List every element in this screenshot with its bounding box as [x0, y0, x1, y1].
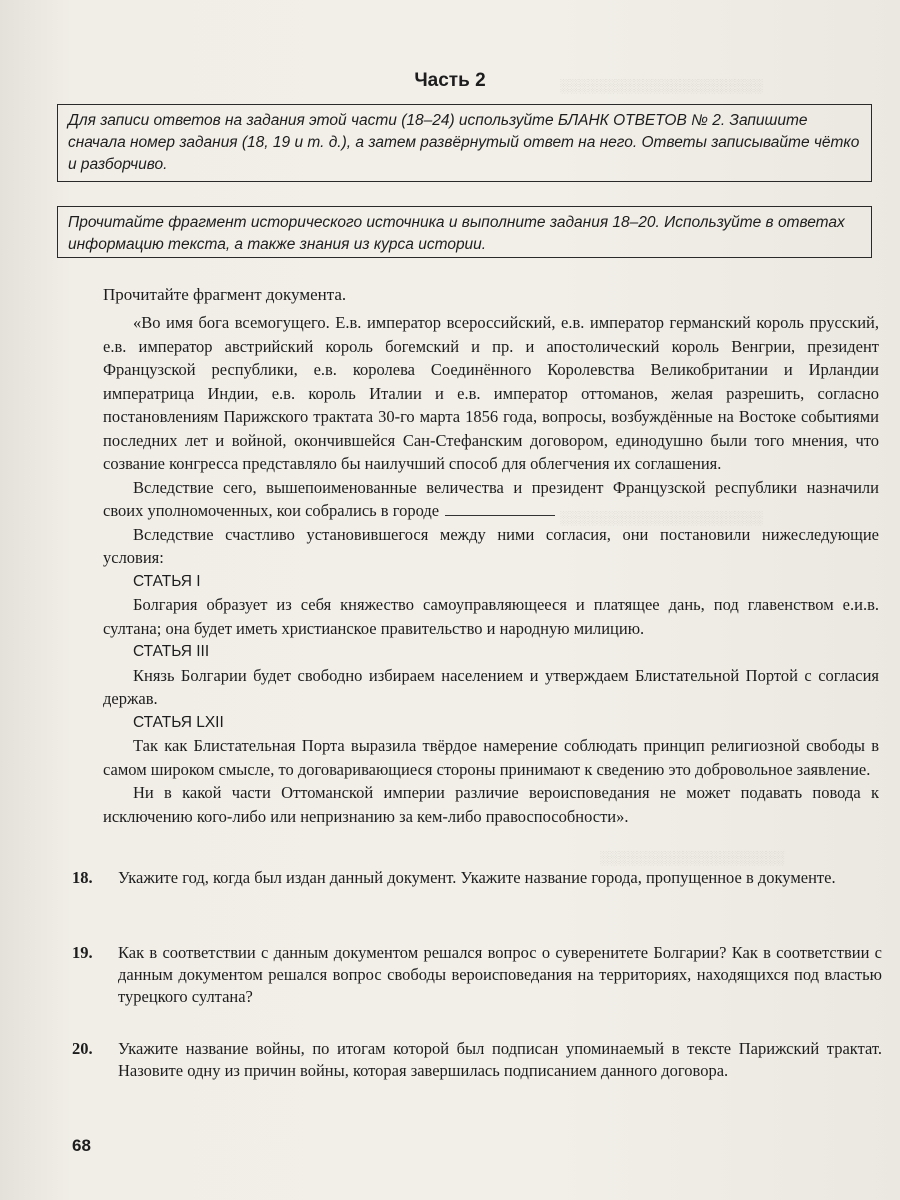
question-text: Как в соответствии с данным документом решался вопрос о суверенитете Болгарии? Как в соответствии с данным документом решался вопрос свободы вероисповедания на территориях, находящихся под властью турецкого султана? [118, 943, 882, 1006]
question-19 [72, 942, 882, 1008]
bleed-through-text: ░░░░░░░░░░░░░░░░░░░░░░ [560, 510, 763, 525]
article-1-text: Болгария образует из себя княжество самоуправляющееся и платящее дань, под главенством е.и.в. султана; она будет иметь христианское правительство и народную милицию. [103, 595, 879, 638]
historical-document [103, 311, 879, 828]
page-number: 68 [72, 1136, 91, 1155]
question-20 [72, 1038, 882, 1082]
article-1-title: СТАТЬЯ I [133, 572, 201, 590]
article-62-text: Так как Блистательная Порта выразила твёрдое намерение соблюдать принцип религиозной свободы в самом широком смысле, то договаривающиеся стороны принимают к сведению это добровольное заявление. [103, 736, 879, 779]
article-3-title: СТАТЬЯ III [133, 643, 210, 660]
article-3-text: Князь Болгарии будет свободно избираем населением и утверждаем Блистательной Портой с согласия держав. [103, 665, 879, 708]
question-text: Укажите год, когда был издан данный документ. Укажите название города, пропущенное в документе. [118, 868, 836, 887]
article-62-text: Ни в какой части Оттоманской империи различие вероисповедания не может подавать повода к исключению кого-либо или непризнанию за кем-либо правоспособности». [103, 783, 879, 826]
document-paragraph: Вследствие счастливо установившегося между ними согласия, они постановили нижеследующие условия: [103, 524, 879, 567]
missing-city-blank [445, 501, 555, 516]
bleed-through-text: ░░░░░░░░░░░░░░░░░░░░░░ [560, 78, 763, 93]
question-number: 18. [72, 868, 93, 887]
question-18 [72, 867, 882, 889]
bleed-through-text: ░░░░░░░░░░░░░░░░░░░░ [600, 850, 785, 865]
question-number: 19. [72, 943, 93, 962]
article-62-title: СТАТЬЯ LXII [133, 713, 224, 731]
question-text: Укажите название войны, по итогам которой был подписан упоминаемый в тексте Парижский трактат. Назовите одну из причин войны, которая завершилась подписанием данного договора. [118, 1039, 882, 1080]
task-instructions-box: Прочитайте фрагмент исторического источника и выполните задания 18–20. Используйте в ответах информацию текста, а также знания из курса истории. [57, 206, 872, 258]
document-paragraph: «Во имя бога всемогущего. Е.в. император всероссийский, е.в. император германский король прусский, е.в. император австрийский король богемский и пр. и апостолический король Венгрии, президент Французской республики, е.в. королева Соединённого Королевства Великобритании и Ирландии императрица Индии, е.в. король Италии и е.в. император оттоманов, желая разрешить, согласно постановлениям Парижского трактата 30-го марта 1856 года, вопросы, возбуждённые на Востоке событиями последних лет и войной, окончившейся Сан-Стефанским договором, единодушно были того мнения, что созвание конгресса представляло бы наилучший способ для облегчения их соглашения. [103, 313, 879, 473]
answer-instructions-box: Для записи ответов на задания этой части (18–24) используйте БЛАНК ОТВЕТОВ № 2. Запишите сначала номер задания (18, 19 и т. д.), а затем развёрнутый ответ на него. Ответы записывайте чётко и разборчиво. [57, 104, 872, 182]
question-number: 20. [72, 1039, 93, 1058]
document-paragraph [103, 476, 879, 523]
document-intro: Прочитайте фрагмент документа. [103, 285, 347, 304]
part-title: Часть 2 [414, 70, 486, 91]
document-paragraph-text: Вследствие сего, вышепоименованные величества и президент Французской республики назначили своих уполномоченных, кои собрались в городе [103, 477, 879, 520]
